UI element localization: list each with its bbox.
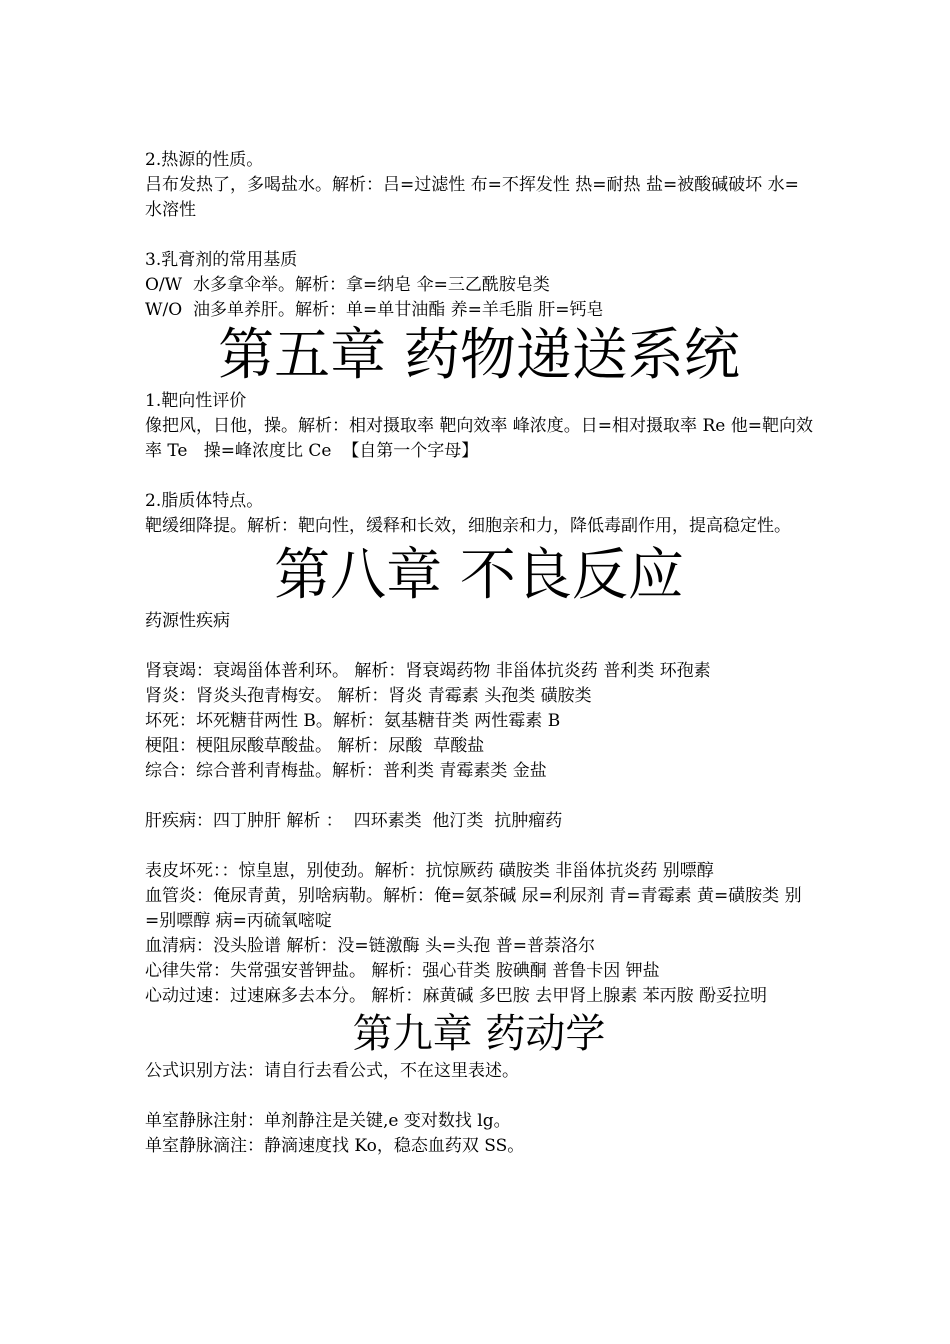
- document-page: [145, 148, 813, 1159]
- list-item: 综合：综合普利青梅盐。解析：普利类 青霉素类 金盐: [145, 761, 547, 781]
- list-item: 心动过速：过速麻多去本分。 解析：麻黄碱 多巴胺 去甲肾上腺素 苯丙胺 酚妥拉明: [145, 986, 768, 1006]
- paragraph: 吕布发热了，多喝盐水。解析：吕=过滤性 布=不挥发性 热=耐热 盐=被酸碱破坏 水=水溶性: [145, 175, 799, 220]
- list-item: 肾炎：肾炎头孢青梅安。 解析：肾炎 青霉素 头孢类 磺胺类: [145, 686, 592, 706]
- paragraph: 像把风，日他，操。解析：相对摄取率 靶向效率 峰浓度。日=相对摄取率 Re 他=靶向效率 Te 操=峰浓度比 Ce 【自第一个字母】: [145, 416, 813, 461]
- list-item: 血清病：没头脸谱 解析：没=链激酶 头=头孢 普=普萘洛尔: [145, 936, 595, 956]
- paragraph: O/W 水多拿伞举。解析：拿=纳皂 伞=三乙酰胺皂类: [145, 275, 550, 295]
- blank-line: [145, 1084, 813, 1109]
- list-item: 血管炎：俺尿青黄，别啥病勒。解析：俺=氨茶碱 尿=利尿剂 青=青霉素 黄=磺胺类 别=别嘌醇 病=丙硫氧嘧啶: [145, 886, 802, 931]
- chapter-heading: 第八章 不良反应: [274, 543, 684, 608]
- list-item: 心律失常：失常强安普钾盐。 解析：强心苷类 胺碘酮 普鲁卡因 钾盐: [145, 961, 660, 981]
- blank-line: [145, 634, 813, 659]
- paragraph: 公式识别方法：请自行去看公式，不在这里表述。: [145, 1061, 519, 1081]
- chapter-heading: 第九章 药动学: [352, 1011, 606, 1057]
- list-item: 肝疾病：四丁肿肝 解析 ： 四环素类 他汀类 抗肿瘤药: [145, 811, 563, 831]
- blank-line: [145, 834, 813, 859]
- paragraph: 靶缓细降提。解析：靶向性，缓释和长效，细胞亲和力，降低毒副作用，提高稳定性。: [145, 516, 791, 536]
- paragraph: W/O 油多单养肝。解析：单=单甘油酯 养=羊毛脂 肝=钙皂: [145, 300, 604, 320]
- paragraph: 单室静脉滴注：静滴速度找 Ko，稳态血药双 SS。: [145, 1136, 525, 1156]
- chapter-heading: 第五章 药物递送系统: [218, 323, 740, 388]
- blank-line: [145, 464, 813, 489]
- list-item: 肾衰竭：衰竭甾体普利环。 解析：肾衰竭药物 非甾体抗炎药 普利类 环孢素: [145, 661, 711, 681]
- paragraph: 单室静脉注射：单剂静注是关键,e 变对数找 lg。: [145, 1111, 511, 1131]
- blank-line: [145, 784, 813, 809]
- blank-line: [145, 223, 813, 248]
- paragraph: 药源性疾病: [145, 611, 230, 631]
- section-heading: 3.乳膏剂的常用基质: [145, 250, 298, 270]
- section-heading: 2.脂质体特点。: [145, 491, 264, 511]
- list-item: 坏死：坏死糖苷两性 B。解析：氨基糖苷类 两性霉素 B: [145, 711, 561, 731]
- list-item: 梗阻：梗阻尿酸草酸盐。 解析：尿酸 草酸盐: [145, 736, 485, 756]
- section-heading: 1.靶向性评价: [145, 391, 247, 411]
- list-item: 表皮坏死：：惊皇崽，别使劲。解析：抗惊厥药 磺胺类 非甾体抗炎药 别嘌醇: [145, 861, 714, 881]
- section-heading: 2.热源的性质。: [145, 150, 264, 170]
